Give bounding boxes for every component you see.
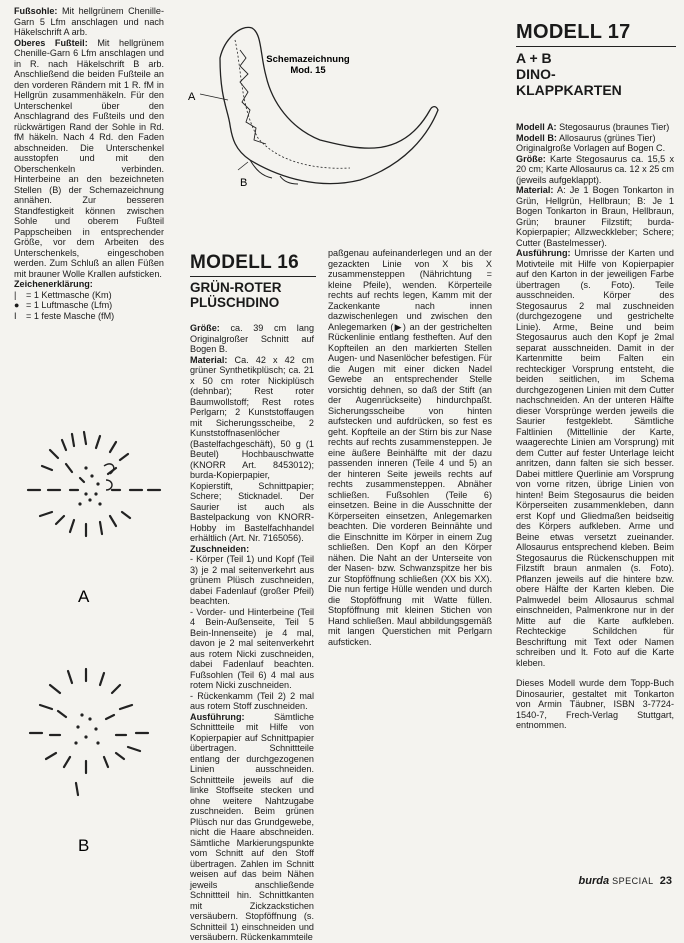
paragraph-groesse: Größe: ca. 39 cm lang Originalgroßer Schnitt auf Bogen B.: [190, 323, 314, 354]
legend-item: I = 1 feste Masche (fM): [14, 310, 115, 321]
dino-body-outline: [220, 27, 438, 183]
schema-label-b: B: [240, 177, 248, 189]
modell-17-subtitle-2: DINO-: [516, 66, 556, 82]
column-4: [516, 122, 674, 731]
modell-17-subtitle-1: A + B: [516, 50, 552, 66]
schema-diagram: [180, 10, 510, 250]
modell-16-title: MODELL 16: [190, 252, 299, 273]
brand-special: SPECIAL: [612, 876, 654, 886]
paragraph-zuschneiden-2: - Vorder- und Hinterbeine (Teil 4 Bein-Außenseite, Teil 5 Bein-Innenseite) je 4 mal, davon je 2 mal seitenverkehrt aus rotem Nicki zuschneiden, dabei Fadenlauf beachten. Fußsohlen (Teil 6) 4 mal aus rotem Nicki zuschneiden.: [190, 606, 314, 690]
crochet-chart-b: [20, 655, 170, 870]
paragraph-ausfuehrung: Ausführung: Umrisse der Karten und Motivteile mit Hilfe von Kopierpapier auf den Karton in der jeweiligen Farbe übertragen (s. Foto). Teile ausschneiden. Körper des Stegosaurus 2 mal zuschneiden (durchgezogene und gestrichelte Linie). Arme, Beine und beim Stegosaurus auch den Kopf je 2mal separat ausschneiden. Damit in der Kartenmitte beim Falten ein rechteckiger Vorsprung entsteht, die beiden seitlichen, im Schema durchgezogenen Linien mit dem Cutter nachschneiden. An der unteren Hälfte dieser Vorsprünge werden jeweils die Saurier festgeklebt. Sämtliche Faltlinien (Mittellinie der Karte, waagerechte Linien am Vorsprung) mit dem Cutter auf fester Unterlage leicht anritzen, dann falten sie sich besser. Dabei mittlere Querlinie am Vorsprung von vorne ritzen, übrige Linien von hinten! Beim Stegosaurus die beiden Körperseiten zusammenkleben, dann erst Kopf und Gliedmaßen beidseitig des Körpers aufkleben. Arme und Beine etwas versetzt zueinander. Allosaurus entsprechend kleben. Beim Stegosaurus die Rückenschuppen mit Filzstift braun anmalen (s. Foto). Pflanzen jeweils auf die hintere bzw. obere Hälfte der Karten kleben. Die Palmwedel beim Allosaurus schmal einschneiden, Palmenkrone nur in der Mitte auf die Karte aufkleben. Rechteckige Schildchen für Beschriftung mit Text oder Namen schreiben und lt. Foto auf die Karte kleben.: [516, 248, 674, 668]
paragraph-zuschneiden-3: - Rückenkamm (Teil 2) 2 mal aus rotem Stoff zuschneiden.: [190, 690, 314, 711]
brand-logo: burda: [578, 875, 610, 887]
heading-divider: [516, 46, 676, 47]
legend-item: | = 1 Kettmasche (Km): [14, 289, 112, 300]
modell-17-title: MODELL 17: [516, 21, 631, 43]
paragraph-vorlagen: Originalgroße Vorlagen auf Bogen C.: [516, 143, 666, 153]
schema-title: Schemazeichnung: [266, 54, 350, 65]
modell-17-subtitle-3: KLAPPKARTEN: [516, 82, 622, 98]
legend-title: Zeichenerklärung:: [14, 279, 93, 289]
paragraph-fusssohle: Fußsohle: Mit hellgrünem Chenille-Garn 5 Lfm anschlagen und nach Häkelschrift A arb.: [14, 6, 164, 37]
chart-label-a: A: [78, 587, 90, 606]
paragraph-zuschneiden-title: Zuschneiden:: [190, 543, 250, 554]
paragraph-material: Material: A: Je 1 Bogen Tonkarton in Grün, Hellgrün, Hellbraun; B: Je 1 Bogen Tonkarton in Braun, Hellbraun, Grün; brauner Filzstift; burda-Kopierpapier; Allzweckkleber; Schere; Cutter (Bastelmesser).: [516, 185, 674, 248]
schema-label-a: A: [188, 91, 196, 103]
paragraph-zuschneiden-1: - Körper (Teil 1) und Kopf (Teil 3) je 2 mal seitenverkehrt aus grünem Plüsch zuschneiden, dabei Fadenlauf (großer Pfeil) beachten.: [190, 554, 314, 606]
page-footer: [579, 875, 672, 887]
paragraph-groesse: Größe: Karte Stegosaurus ca. 15,5 x 20 cm; Karte Allosaurus ca. 12 x 25 cm (jeweils aufgeklappt).: [516, 153, 674, 185]
column-1: [14, 6, 164, 321]
schema-subtitle: Mod. 15: [290, 65, 326, 76]
modell-16-heading: [190, 252, 316, 310]
paragraph-modell-b: Modell B: Allosaurus (grünes Tier): [516, 132, 656, 143]
paragraph-ausfuehrung: Ausführung: Sämtliche Schnittteile mit Hilfe von Kopierpapier auf Schnittpapier übertragen. Schnittteile entlang der durchgezogenen Linien ausschneiden. Schnittteile jeweils auf die linke Stoffseite stecken und ohne weitere Nahtzugabe zuschneiden. Beim grünen Plüsch nur das Grundgewebe, nicht die Haare abschneiden. Sämtliche Markierungspunkte vom Schnitt auf den Stoff übertragen. Zahlen im Schnitt weisen auf das beim Nähen jeweils anschließende Schnittteil hin. Schnittkanten mit Zickzackstichen versäubern. Stopföffnung (s. Schnitteil 1) einschneiden und versäubern. Rückenkammteile: [190, 711, 314, 942]
paragraph-continuation: paßgenau aufeinanderlegen und an der gezackten Linie von X bis X zusammensteppen (Nährichtung = kleine Pfeile), wenden. Körperteile rechts auf rechts legen, Kamm mit der Zackenkante nach innen dazwischenlegen und zwischen den Anlegemarken (▶) an der gestrichelten Rückenlinie entlang festheften. Auf den Kopfteilen an den markierten Stellen Augen- und Nasenlöcher befestigen. Für die Augen mit einer dicken Nadel Gewebe an entsprechender Stelle vorsichtig dehnen, so daß der Stift (an der Augenrückseite) hindurchpaßt. Sicherungsscheibe von hinten aufstecken und aufdrücken, so fest es geht. Kopfteile an der Stirn bis zur Nase rechts auf rechts zusammensteppen. Je eine äußere Beinhälfte mit der dazu passenden inneren (Teile 4 und 5) an der hinteren Seite jeweils rechts auf rechts zusammensteppen. Abnäher schließen. Fußsohlen (Teile 6) einsetzen. Beine in die Ausschnitte der Körperseiten einsetzen, Anlegemarken beachten. Die vorderen Beinnähte und die Einschnitte im Körper in einem Zug schließen. Den Kopf an den Körper nähen. Die Naht an der Unterseite von der Nasen- bzw. Schwanzspitze her bis zur Stopföffnung schließen (XX bis XX). Die nun fertige Hülle wenden und durch die Stopföffnung mit Watte füllen. Stopföffnung mit kleinen Stichen von Hand schließen. Maul abbildungsgemäß mit langen Querstichen mit Perlgarn aufsticken.: [328, 248, 492, 647]
modell-16-subtitle-2: PLÜSCHDINO: [190, 295, 280, 310]
modell-17-heading: [516, 20, 676, 98]
paragraph-oberes-fussteil: Oberes Fußteil: Mit hellgrünem Chenille-Garn 6 Lfm anschlagen und in R. nach Häkelschrift B arb. Anschließend die beiden Fußteile an den vorderen Rändern mit 1 R. fM in Hellgrün zusammenhäkeln. Für den Unterschenkel über den Anschlagrand des Fußteils und den rückwärtigen Rand der Sohle in Rd. fM häkeln. Nach 4 Rd. den Faden abschneiden. Die Unterschenkel ausstopfen und mit den Oberschenkeln verbinden. Hinterbeine an den bezeichneten Stellen (B) der Schemazeichnung annähen. Zur besseren Standfestigkeit können zwischen Sohle und oberem Fußteil Pappscheiben in entsprechender Größe, vor dem Arbeiten des Unterschenkels, eingeschoben werden. Zum Schluß an allen Füßen mit brauner Wolle Krallen aufsticken.: [14, 37, 164, 279]
chart-label-b: B: [78, 836, 90, 855]
column-3: [328, 248, 492, 647]
modell-16-subtitle-1: GRÜN-ROTER: [190, 280, 282, 295]
paragraph-quelle: Dieses Modell wurde dem Topp-Buch Dinosaurier, gestaltet mit Tonkarton von Armin Täubner, ISBN 3-7724-1540-7, Frech-Verlag Stuttgart, entnommen.: [516, 678, 674, 730]
heading-divider: [190, 276, 316, 277]
column-2: [190, 323, 314, 943]
legend-item: ● = 1 Luftmasche (Lfm): [14, 300, 113, 310]
page-number: 23: [659, 875, 672, 887]
paragraph-material: Material: Ca. 42 x 42 cm grüner Synthetikplüsch; ca. 21 x 50 cm roter Nickiplüsch (dehnbar); Rest roter Baumwollstoff; Rest rotes Perlgarn; 2 Kunststoffaugen mit Sicherungsscheibe, 2 Kunststoffnasenlöcher (Bastelfachgeschäft), 50 g (1 Beutel) Hochbauschwatte (KNORR Art. 8453012); burda-Kopierpapier, Kopierstift, Schnittpapier; Schere; Sticknadel. Der Saurier ist auch als Bastelpackung von KNORR-Hobby im Bastelfachhandel erhältlich (Art. Nr. 7165056).: [190, 354, 314, 543]
paragraph-modell-a: Modell A: Stegosaurus (braunes Tier): [516, 122, 670, 132]
crochet-chart-a: [20, 420, 170, 620]
